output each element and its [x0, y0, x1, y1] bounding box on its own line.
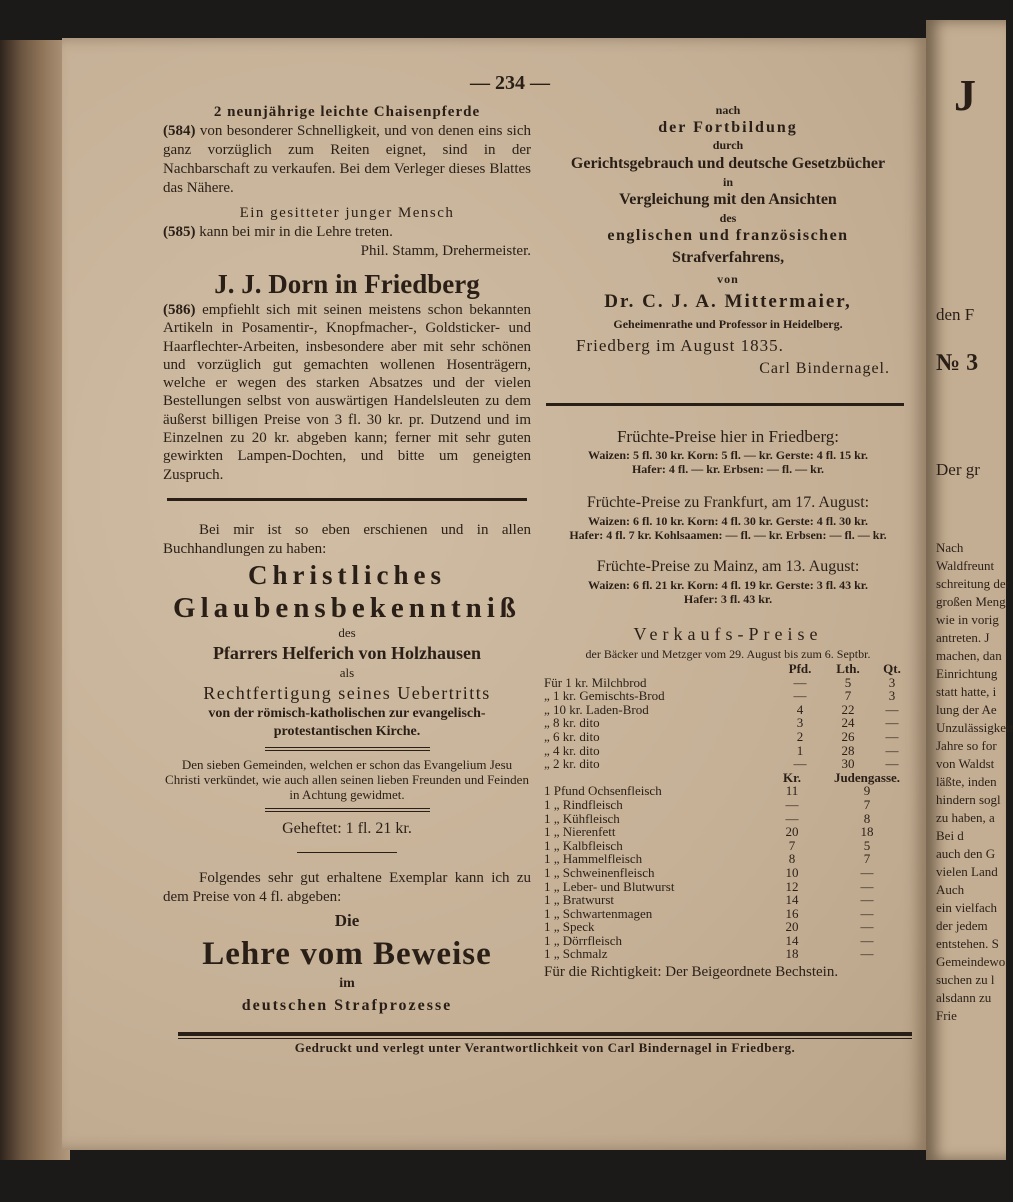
text: der Fortbildung: [658, 119, 798, 136]
adjacent-page: [926, 20, 1013, 1160]
table-cell: 1 „ Leber- und Blutwurst: [544, 878, 675, 894]
table-cell: Für 1 kr. Milchbrod: [544, 674, 647, 690]
adjacent-page-fragment: Jahre so for: [936, 738, 997, 753]
grain-prices-mainz: [544, 556, 912, 606]
table-cell: 20: [785, 824, 799, 840]
table-cell: —: [793, 674, 807, 690]
ad-heading: 2 neunjährige leichte Chaisenpferde: [213, 104, 481, 120]
bread-prices-table: [544, 662, 912, 771]
text: Gerichtsgebrauch und deutsche Gesetzbücher: [570, 155, 886, 172]
adjacent-page-fragment: antreten. J: [936, 630, 990, 645]
table-cell: —: [885, 742, 899, 758]
adjacent-page-fragment: Einrichtung: [936, 666, 998, 681]
table-cell: 3: [888, 674, 896, 690]
table-row: [544, 798, 912, 812]
table-cell: „ 10 kr. Laden-Brod: [544, 701, 649, 717]
author: Pfarrers Helferich von Holzhausen: [212, 642, 482, 663]
title: Lehre vom Beweise: [202, 935, 492, 972]
text: von: [717, 272, 739, 286]
ad-heading: Ein gesitteter junger Mensch: [239, 205, 455, 221]
adjacent-page-fragment: suchen zu l: [936, 972, 995, 987]
table-cell: 10: [785, 864, 799, 880]
table-cell: 18: [860, 824, 874, 840]
prices: Hafer: 4 fl. 7 kr. Kohlsaamen: — fl. — kr. Erbsen: — fl. — kr.: [569, 528, 887, 542]
table-cell: „ 2 kr. dito: [544, 756, 600, 772]
left-column: [163, 103, 531, 1017]
text: des: [338, 624, 356, 640]
ad-heading: J. J. Dorn in Friedberg: [214, 269, 480, 299]
table-cell: 5: [844, 674, 852, 690]
table-cell: 4: [796, 701, 804, 717]
table-row: [544, 907, 912, 921]
table-cell: 7: [863, 851, 871, 867]
ad-text: kann bei mir in die Lehre treten.: [199, 224, 393, 240]
sales-prices: [544, 622, 912, 983]
adjacent-page-fragment: machen, dan: [936, 648, 1002, 663]
col-head: Judengasse.: [833, 769, 901, 785]
book-ad-lehre-vom-beweise: [163, 869, 531, 1017]
grain-prices-frankfurt: [544, 492, 912, 542]
text: Die: [334, 910, 360, 930]
adjacent-page-fragment: hindern sogl: [936, 792, 1001, 807]
page-number: — 234 —: [470, 72, 550, 94]
place-date: Friedberg im August 1835.: [576, 336, 784, 355]
table-cell: —: [860, 905, 874, 921]
table-cell: 1 „ Bratwurst: [544, 892, 615, 908]
table-row: [544, 893, 912, 907]
adjacent-page-fragment: läßte, inden: [936, 774, 997, 789]
table-row: [544, 920, 912, 934]
table-row: [544, 716, 912, 730]
table-cell: 1: [796, 742, 804, 758]
table-cell: 28: [841, 742, 855, 758]
book-ad-glaubensbekenntnis: [163, 521, 531, 853]
table-cell: —: [860, 864, 874, 880]
text: des: [719, 211, 737, 225]
table-row: [544, 676, 912, 690]
prices: Waizen: 6 fl. 10 kr. Korn: 4 fl. 30 kr. Gerste: 4 fl. 30 kr.: [588, 514, 868, 528]
table-cell: 20: [785, 919, 799, 935]
adjacent-page-fragment: Nach: [936, 540, 964, 555]
adjacent-page-fragment: schreitung der: [936, 576, 1011, 591]
table-cell: 24: [841, 715, 855, 731]
table-row: [544, 934, 912, 948]
text: Vergleichung mit den Ansichten: [619, 191, 837, 208]
prices: Waizen: 6 fl. 21 kr. Korn: 4 fl. 19 kr. Gerste: 3 fl. 43 kr.: [588, 578, 868, 592]
adjacent-page-fragment: Waldfreunt: [936, 558, 995, 573]
price: Geheftet: 1 fl. 21 kr.: [282, 819, 412, 837]
col-head: Lth.: [836, 661, 860, 676]
divider: [546, 403, 904, 406]
adjacent-page-fragment: großen Meng: [936, 594, 1006, 609]
signature: Carl Bindernagel.: [759, 360, 890, 377]
table-cell: 1 „ Hammelfleisch: [544, 851, 643, 867]
table-cell: —: [785, 810, 799, 826]
adjacent-page-fragment: Unzulässigkeit: [936, 720, 1013, 735]
text: nach: [715, 103, 741, 117]
ad-text: von besonderer Schnelligkeit, und von denen eins sich ganz vorzüglich zum Reiten eignet, sind in der Nachbarschaft zu verkaufen. Bei dem Verleger dieses Blattes das Nähere.: [163, 123, 531, 196]
subtitle: von der römisch-katholischen zur evangelisch-protestantischen Kirche.: [208, 705, 486, 739]
dedication: Den sieben Gemeinden, welchen er schon das Evangelium Jesu Christi verkündet, wie auch allen seinen lieben Freunden und Feinden in Achtung gewidmet.: [165, 756, 529, 802]
adjacent-page-fragment: lung der Ae: [936, 702, 997, 717]
table-cell: —: [860, 932, 874, 948]
title: Glaubensbekenntniß: [173, 591, 521, 624]
table-cell: 14: [785, 932, 799, 948]
subheading: der Bäcker und Metzger vom 29. August bis zum 6. Septbr.: [585, 647, 871, 661]
table-cell: 1 „ Dörrfleisch: [544, 932, 622, 948]
table-cell: 1 „ Kühfleisch: [544, 810, 620, 826]
table-cell: 16: [785, 905, 799, 921]
table-cell: —: [793, 756, 807, 772]
divider: [265, 747, 430, 751]
table-cell: 7: [844, 688, 852, 704]
adjacent-page-fragment: alsdann zu: [936, 990, 992, 1005]
table-cell: 14: [785, 892, 799, 908]
col-head: Kr.: [783, 769, 801, 785]
adjacent-page-fragment: vielen Land: [936, 864, 998, 879]
table-cell: —: [860, 946, 874, 962]
table-row: [544, 703, 912, 717]
subtitle: deutschen Strafprozesse: [241, 996, 453, 1014]
text: im: [339, 975, 355, 991]
table-cell: —: [885, 756, 899, 772]
col-head: Pfd.: [788, 661, 812, 676]
title: Christliches: [248, 559, 446, 590]
intro: Folgendes sehr gut erhaltene Exemplar kann ich zu dem Preise von 4 fl. abgeben:: [163, 869, 531, 905]
right-column: [544, 103, 912, 983]
table-cell: 1 „ Rindfleisch: [544, 796, 623, 812]
table-cell: —: [885, 701, 899, 717]
table-cell: „ 1 kr. Gemischts-Brod: [544, 688, 665, 704]
ad-585: [163, 204, 531, 261]
divider: [265, 808, 430, 812]
table-cell: —: [885, 728, 899, 744]
heading: Früchte-Preise zu Frankfurt, am 17. August:: [586, 494, 870, 511]
imprint: Gedruckt und verlegt unter Verantwortlichkeit von Carl Bindernagel in Friedberg.: [294, 1040, 796, 1055]
ad-number: (584): [163, 123, 196, 139]
table-cell: 30: [841, 756, 855, 772]
table-cell: —: [860, 892, 874, 908]
table-cell: 3: [796, 715, 804, 731]
table-cell: 1 „ Schwartenmagen: [544, 905, 653, 921]
table-cell: —: [785, 796, 799, 812]
table-cell: 1 „ Nierenfett: [544, 824, 616, 840]
table-cell: 1 „ Kalbfleisch: [544, 837, 623, 853]
table-cell: 22: [841, 701, 855, 717]
adjacent-page-fragment: entstehen. S: [936, 936, 999, 951]
table-cell: —: [885, 715, 899, 731]
signature: Für die Richtigkeit: Der Beigeordnete Bechstein.: [544, 964, 839, 981]
table-cell: —: [793, 688, 807, 704]
col-head: [544, 662, 776, 676]
table-cell: —: [860, 878, 874, 894]
heading: Verkaufs-Preise: [633, 624, 823, 644]
adjacent-page-fragment: wie in vorig: [936, 612, 999, 627]
table-row: [544, 744, 912, 758]
table-row: [544, 880, 912, 894]
table-cell: 9: [863, 783, 871, 799]
prices: Waizen: 5 fl. 30 kr. Korn: 5 fl. — kr. Gerste: 4 fl. 15 kr.: [588, 448, 868, 462]
adjacent-page-fragment: Frie: [936, 1008, 957, 1023]
adjacent-page-fragment: auch den G: [936, 846, 996, 861]
ad-text: empfiehlt sich mit seinen meistens schon bekannten Artikeln in Posamentir-, Knopfmacher-, Goldsticker- und Haarflechter-Arbeiten, insbesondere aber mit sehr schönen und vorzüglich gut gemachten wollenen Hosenträgern, welche er wegen des starken Absatzes und der vielen Bestellungen selbst von auswärtigen Handelsleuten zu dem äußerst billigen Preise von 3 fl. 30 kr. pr. Dutzend und im Einzelnen zu 20 kr. abgeben kann; ferner mit sehr guten gewirkten Lampen-Dochten, und bitte um geneigten Zuspruch.: [163, 302, 531, 483]
adjacent-page-fragment: der jedem: [936, 918, 988, 933]
text: Strafverfahrens,: [671, 249, 785, 266]
table-cell: 2: [796, 728, 804, 744]
adjacent-page-fragment: Der gr: [936, 460, 980, 479]
ad-586: [163, 267, 531, 484]
table-cell: „ 6 kr. dito: [544, 728, 600, 744]
prices: Hafer: 3 fl. 43 kr.: [683, 592, 773, 606]
adjacent-page-fragment: den F: [936, 305, 975, 324]
col-head: Qt.: [883, 661, 901, 676]
table-cell: 1 „ Schmalz: [544, 946, 608, 962]
adjacent-page-fragment: Bei d: [936, 828, 964, 843]
ad-number: (586): [163, 302, 196, 318]
footer-rule: [178, 1032, 912, 1039]
table-row: [544, 757, 912, 771]
table-row: [544, 947, 912, 961]
divider: [167, 498, 527, 501]
text: englischen und französischen: [607, 227, 849, 244]
book-edge: [0, 40, 70, 1160]
table-cell: „ 8 kr. dito: [544, 715, 600, 731]
ad-584: [163, 103, 531, 198]
adjacent-page-fragment: zu haben, a: [936, 810, 995, 825]
adjacent-page-fragment: ein vielfach: [936, 900, 997, 915]
table-cell: 1 „ Speck: [544, 919, 595, 935]
adjacent-page-fragment: Auch: [936, 882, 965, 897]
author: Dr. C. J. A. Mittermaier,: [604, 291, 852, 312]
grain-prices-friedberg: [544, 426, 912, 476]
table-row: [544, 730, 912, 744]
table-row: [544, 852, 912, 866]
table-cell: 5: [863, 837, 871, 853]
table-cell: 7: [788, 837, 796, 853]
text: durch: [712, 138, 744, 152]
adjacent-page-fragment: № 3: [936, 350, 979, 376]
table-cell: 18: [785, 946, 799, 962]
divider: [297, 852, 397, 853]
table-cell: 3: [888, 688, 896, 704]
table-row: [544, 784, 912, 798]
table-cell: 1 „ Schweinenfleisch: [544, 864, 655, 880]
table-cell: 11: [785, 783, 799, 799]
prices: Hafer: 4 fl. — kr. Erbsen: — fl. — kr.: [631, 462, 825, 476]
text: als: [339, 664, 355, 680]
adjacent-page-fragment: statt hatte, i: [936, 684, 997, 699]
author-role: Geheimenrathe und Professor in Heidelberg.: [613, 317, 843, 331]
text: in: [722, 175, 733, 189]
table-row: [544, 839, 912, 853]
adjacent-page-fragment: Gemeindewo: [936, 954, 1006, 969]
table-row: [544, 825, 912, 839]
subtitle: Rechtfertigung seines Uebertritts: [203, 682, 491, 703]
table-cell: „ 4 kr. dito: [544, 742, 600, 758]
meat-prices-table: [544, 771, 912, 961]
table-cell: 1 Pfund Ochsenfleisch: [544, 783, 662, 799]
heading: Früchte-Preise zu Mainz, am 13. August:: [596, 558, 860, 575]
ad-number: (585): [163, 224, 196, 240]
table-cell: 8: [788, 851, 796, 867]
table-cell: 7: [863, 796, 871, 812]
table-cell: 26: [841, 728, 855, 744]
adjacent-page-fragment: J: [954, 71, 976, 120]
table-row: [544, 866, 912, 880]
table-cell: —: [860, 919, 874, 935]
table-cell: 8: [863, 810, 871, 826]
table-row: [544, 812, 912, 826]
intro: Bei mir ist so eben erschienen und in allen Buchhandlungen zu haben:: [163, 521, 531, 557]
heading: Früchte-Preise hier in Friedberg:: [616, 427, 840, 446]
table-row: [544, 689, 912, 703]
adjacent-page-fragment: von Waldst: [936, 756, 995, 771]
table-cell: 12: [785, 878, 799, 894]
book-title-continued: [544, 103, 912, 379]
ad-signature: Phil. Stamm, Drehermeister.: [360, 243, 531, 259]
